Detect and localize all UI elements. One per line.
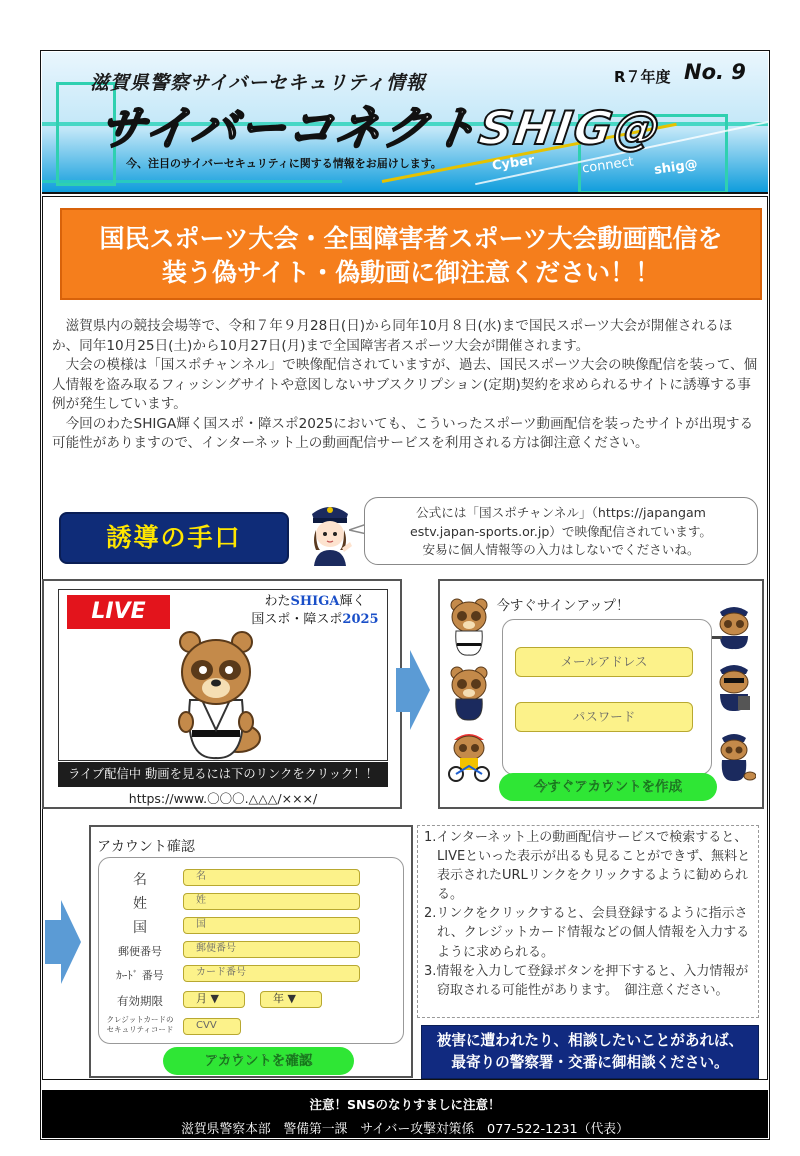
event-brand <box>250 593 380 629</box>
header-subtitle: 滋賀県警察サイバーセキュリティ情報 <box>90 72 427 94</box>
headline-line-1: 国民スポーツ大会・全国障害者スポーツ大会動画配信を <box>99 224 723 253</box>
tanuki-patrol-icon <box>712 730 756 782</box>
expiry-month-select[interactable]: 月 ▼ <box>183 991 245 1008</box>
consultation-notice: 被害に遭われたり、相談したいことがあれば、最寄りの警察署・交番に御相談ください。 <box>421 1025 759 1079</box>
header-deco-word: connect <box>581 154 635 177</box>
headline-line-2: 装う偽サイト・偽動画に御注意ください！！ <box>161 258 661 287</box>
create-account-button[interactable]: 今すぐアカウントを作成 <box>499 773 717 801</box>
flow-arrow-icon <box>396 650 430 730</box>
speech-line: estv.japan-sports.or.jp）で映像配信されています。 <box>409 523 713 539</box>
live-badge: LIVE <box>67 595 170 629</box>
tanuki-suit-icon <box>446 665 492 721</box>
brand-line-2: 国スポ・障スポ <box>251 612 343 627</box>
signup-form <box>502 619 712 775</box>
body-paragraph: 今回のわたSHIGA輝く国スポ・障スポ2025においても、こういったスポーツ動画配信を装ったサイトが出現する可能性がありますので、インターネット上の動画配信サービスを利用される方は御注意ください。 <box>52 415 754 451</box>
header-deco-word: Cyber <box>491 153 536 174</box>
article-body <box>52 317 758 454</box>
newsletter-header <box>42 52 768 194</box>
form-label-cvv <box>100 1015 180 1035</box>
form-label-country: 国 <box>133 920 147 936</box>
brand-shiga: SHIGA <box>290 594 340 609</box>
footer-contact: 滋賀県警察本部 警備第一課 サイバー攻撃対策係 077-522-1231（代表） <box>181 1122 629 1137</box>
officer-speech-bubble <box>364 497 758 565</box>
last-name-input[interactable]: 姓 <box>183 893 360 910</box>
lure-steps-list <box>417 825 759 1018</box>
first-name-input[interactable]: 名 <box>183 869 360 886</box>
header-deco-word: shig@ <box>653 157 699 178</box>
tanuki-mascot-icon <box>166 630 266 762</box>
headline-banner <box>60 208 762 300</box>
issue-number: No. 9 <box>684 60 746 84</box>
form-label-postal-code: 郵便番号 <box>118 945 162 958</box>
lure-step: 3.情報を入力して登録ボタンを押下すると、入力情報が窃取される可能性があります。 御注意ください。 <box>424 963 749 998</box>
lure-step: 1.インターネット上の動画配信サービスで検索すると、LIVEといった表示が出るも見ることができず、無料と表示されたURLリンクをクリックするように勧められる。 <box>424 830 751 903</box>
section-title-lure-method: 誘導の手口 <box>59 512 289 564</box>
tanuki-officer-icon <box>712 660 756 712</box>
fake-stream-link[interactable]: https://www.〇〇〇.△△△/×××/ <box>128 791 318 806</box>
tanuki-police-icon <box>712 602 756 650</box>
brand-year: 2025 <box>342 612 379 627</box>
postal-code-input[interactable]: 郵便番号 <box>183 941 360 958</box>
header-title: サイバーコネクトSHIG@ <box>95 101 666 155</box>
country-input[interactable]: 国 <box>183 917 360 934</box>
body-paragraph: 大会の模様は「国スポチャンネル」で映像配信されていますが、過去、国民スポーツ大会の映像配信を装って、個人情報を盗み取るフィッシングサイトや意図しないサブスクリプション(定期)契約を求められるサイトに誘導する事例が発生しています。 <box>52 357 758 412</box>
expiry-year-select[interactable]: 年 ▼ <box>260 991 322 1008</box>
confirm-account-button[interactable]: アカウントを確認 <box>163 1047 354 1075</box>
cvv-label-line-1: クレジットカードの <box>106 1015 174 1024</box>
password-input[interactable]: パスワード <box>515 702 693 732</box>
speech-line: 公式には「国スポチャンネル」（https://japangam <box>416 505 706 520</box>
footer-warning: 注意！SNSのなりすましに注意！ <box>309 1097 501 1112</box>
live-caption-bar: ライブ配信中 動画を見るには下のリンクをクリック！！ <box>58 762 388 787</box>
brand-suffix: 輝く <box>339 594 366 609</box>
speech-line: 安易に個人情報等の入力はしないでくださいね。 <box>422 542 700 557</box>
account-panel-title: アカウント確認 <box>97 839 195 855</box>
header-tagline: 今、注目のサイバーセキュリティに関する情報をお届けします。 <box>126 157 442 170</box>
lure-step: 2.リンクをクリックすると、会員登録するように指示され、クレジットカード情報などの個人情報を入力するように求められる。 <box>424 906 750 960</box>
brand-prefix: わた <box>264 594 291 609</box>
card-number-input[interactable]: カード番号 <box>183 965 360 982</box>
form-label-card-number: ｶｰﾄﾞ 番号 <box>116 969 164 982</box>
cvv-input[interactable]: CVV <box>183 1018 241 1035</box>
body-paragraph: 滋賀県内の競技会場等で、令和７年９月28日(日)から同年10月８日(水)まで国民スポーツ大会が開催されるほか、同年10月25日(土)から10月27日(月)まで全国障害者スポーツ大会が開催されます。 <box>52 318 733 354</box>
form-label-last-name: 姓 <box>133 896 147 912</box>
form-label-first-name: 名 <box>133 872 147 888</box>
footer-bar <box>42 1090 768 1138</box>
flow-arrow-icon <box>45 900 81 984</box>
signup-title: 今すぐサインアップ！ <box>496 598 630 614</box>
email-input[interactable]: メールアドレス <box>515 647 693 677</box>
tanuki-cyclist-icon <box>446 730 492 782</box>
form-label-expiry: 有効期限 <box>117 994 163 1008</box>
tanuki-judo-icon <box>446 597 492 657</box>
cvv-label-line-2: セキュリティコード <box>106 1025 174 1034</box>
fiscal-year: R７年度 <box>614 68 671 86</box>
